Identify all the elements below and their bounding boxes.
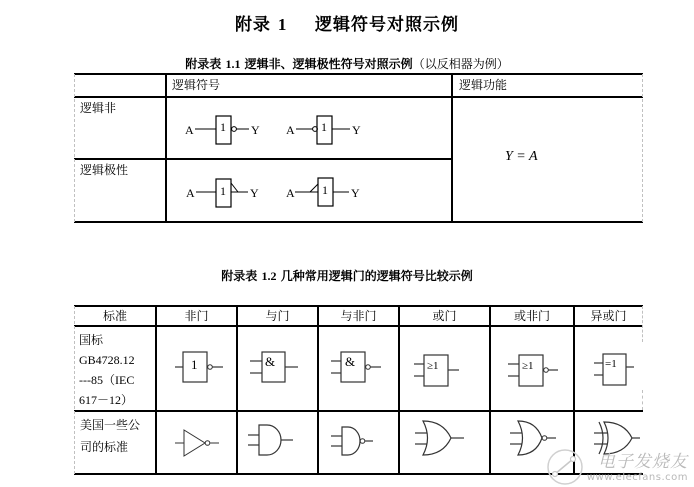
table2-col-divider-2 — [236, 305, 238, 475]
iec-or-gate-icon — [414, 354, 474, 390]
caption-text: 逻辑非、逻辑极性符号对照示例 — [244, 57, 413, 71]
table2-header-standard: 标准 — [102, 309, 127, 323]
svg-text:1: 1 — [321, 120, 327, 134]
title-prefix: 附录 — [234, 15, 271, 35]
us-or-gate-icon — [415, 420, 475, 460]
table1-header-symbol: 逻辑符号 — [172, 78, 221, 92]
table1-col-divider-1 — [165, 73, 167, 223]
table2-header-nor: 或非门 — [513, 309, 550, 323]
table2-left-dashed — [74, 306, 75, 474]
label-line: 617－12） — [79, 393, 134, 407]
table2-caption — [0, 267, 694, 284]
table1-row-label-polarity: 逻辑极性 — [80, 163, 129, 177]
table1-row-divider — [74, 158, 453, 160]
svg-text:=1: =1 — [605, 358, 617, 370]
svg-text:A: A — [186, 186, 195, 200]
table2-header-not: 非门 — [184, 309, 209, 323]
caption-prefix: 附录表 — [185, 57, 222, 71]
svg-text:&: & — [345, 354, 356, 369]
watermark — [587, 447, 688, 483]
title-number: 1 — [277, 15, 288, 34]
svg-text:Y: Y — [351, 186, 360, 200]
svg-text:&: & — [265, 354, 276, 369]
label-line: 美国一些公 — [80, 418, 141, 432]
svg-text:A: A — [286, 123, 295, 137]
iec-and-gate-icon — [250, 352, 305, 388]
table1-right-dashed — [642, 74, 643, 222]
table2-header-and: 与门 — [265, 309, 290, 323]
iec-nor-gate-icon — [508, 354, 568, 390]
table2-header-or: 或门 — [432, 309, 457, 323]
table2-right-dashed-2 — [642, 390, 643, 410]
title-text: 逻辑符号对照示例 — [315, 15, 460, 35]
page-title — [0, 10, 694, 35]
svg-text:1: 1 — [191, 357, 198, 372]
svg-text:1: 1 — [322, 183, 328, 197]
table1-top-border — [74, 73, 643, 75]
svg-text:≥1: ≥1 — [522, 360, 534, 372]
iec-xor-gate-icon — [594, 353, 644, 389]
caption-sub: （以反相器为例） — [412, 57, 509, 71]
table1-header-function: 逻辑功能 — [459, 78, 508, 92]
label-line: GB4728.12 — [79, 353, 135, 367]
us-not-gate-icon — [175, 428, 235, 460]
iec-nand-gate-icon — [331, 352, 391, 388]
us-nand-gate-icon — [331, 426, 391, 460]
watermark-cn: 电子发烧友 — [598, 452, 688, 472]
inverter-input-polarity-icon — [286, 178, 376, 212]
us-and-gate-icon — [248, 424, 308, 460]
svg-text:1: 1 — [220, 184, 226, 198]
inverter-input-bubble-icon — [286, 115, 376, 147]
svg-text:A: A — [185, 123, 194, 137]
table2-top-border — [74, 305, 643, 307]
inverter-output-bubble-icon — [185, 115, 275, 147]
svg-text:≥1: ≥1 — [427, 360, 439, 372]
svg-text:Y: Y — [352, 123, 361, 137]
table2-col-divider-3 — [317, 305, 319, 475]
table1-left-dashed — [74, 74, 75, 222]
table2-header-xor: 异或门 — [590, 309, 627, 323]
table2-col-divider-5 — [489, 305, 491, 475]
table2-row-label-us — [80, 414, 140, 458]
iec-not-gate-icon — [175, 351, 230, 387]
label-line: 国标 — [79, 333, 104, 347]
table1-bottom-border — [74, 221, 643, 223]
table2-header-nand: 与非门 — [340, 309, 377, 323]
table1-caption — [0, 55, 694, 72]
logic-function-equation: Y = A — [505, 149, 538, 164]
caption-number: 1.1 — [225, 57, 241, 71]
watermark-url: www.elecfans.com — [586, 472, 688, 483]
svg-text:Y: Y — [251, 123, 260, 137]
table2-right-dashed — [642, 306, 643, 342]
label-line: ---85（IEC — [79, 373, 135, 387]
table2-row-label-gb — [79, 330, 135, 410]
caption-number: 1.2 — [261, 269, 277, 283]
table2-col-divider-4 — [398, 305, 400, 475]
caption-prefix: 附录表 — [221, 269, 258, 283]
inverter-output-polarity-icon — [186, 178, 276, 212]
label-line: 司的标准 — [80, 440, 129, 454]
svg-text:1: 1 — [220, 120, 226, 134]
elecfans-logo-icon — [545, 447, 585, 487]
svg-text:A: A — [286, 186, 295, 200]
caption-text: 几种常用逻辑门的逻辑符号比较示例 — [280, 269, 473, 283]
table1-header-divider — [74, 96, 643, 98]
table2-row-divider — [74, 410, 643, 412]
table2-col-divider-1 — [155, 305, 157, 475]
table1-col-divider-2 — [451, 73, 453, 223]
table2-header-divider — [74, 325, 643, 327]
table1-row-label-not: 逻辑非 — [80, 101, 117, 115]
svg-text:Y: Y — [250, 186, 259, 200]
